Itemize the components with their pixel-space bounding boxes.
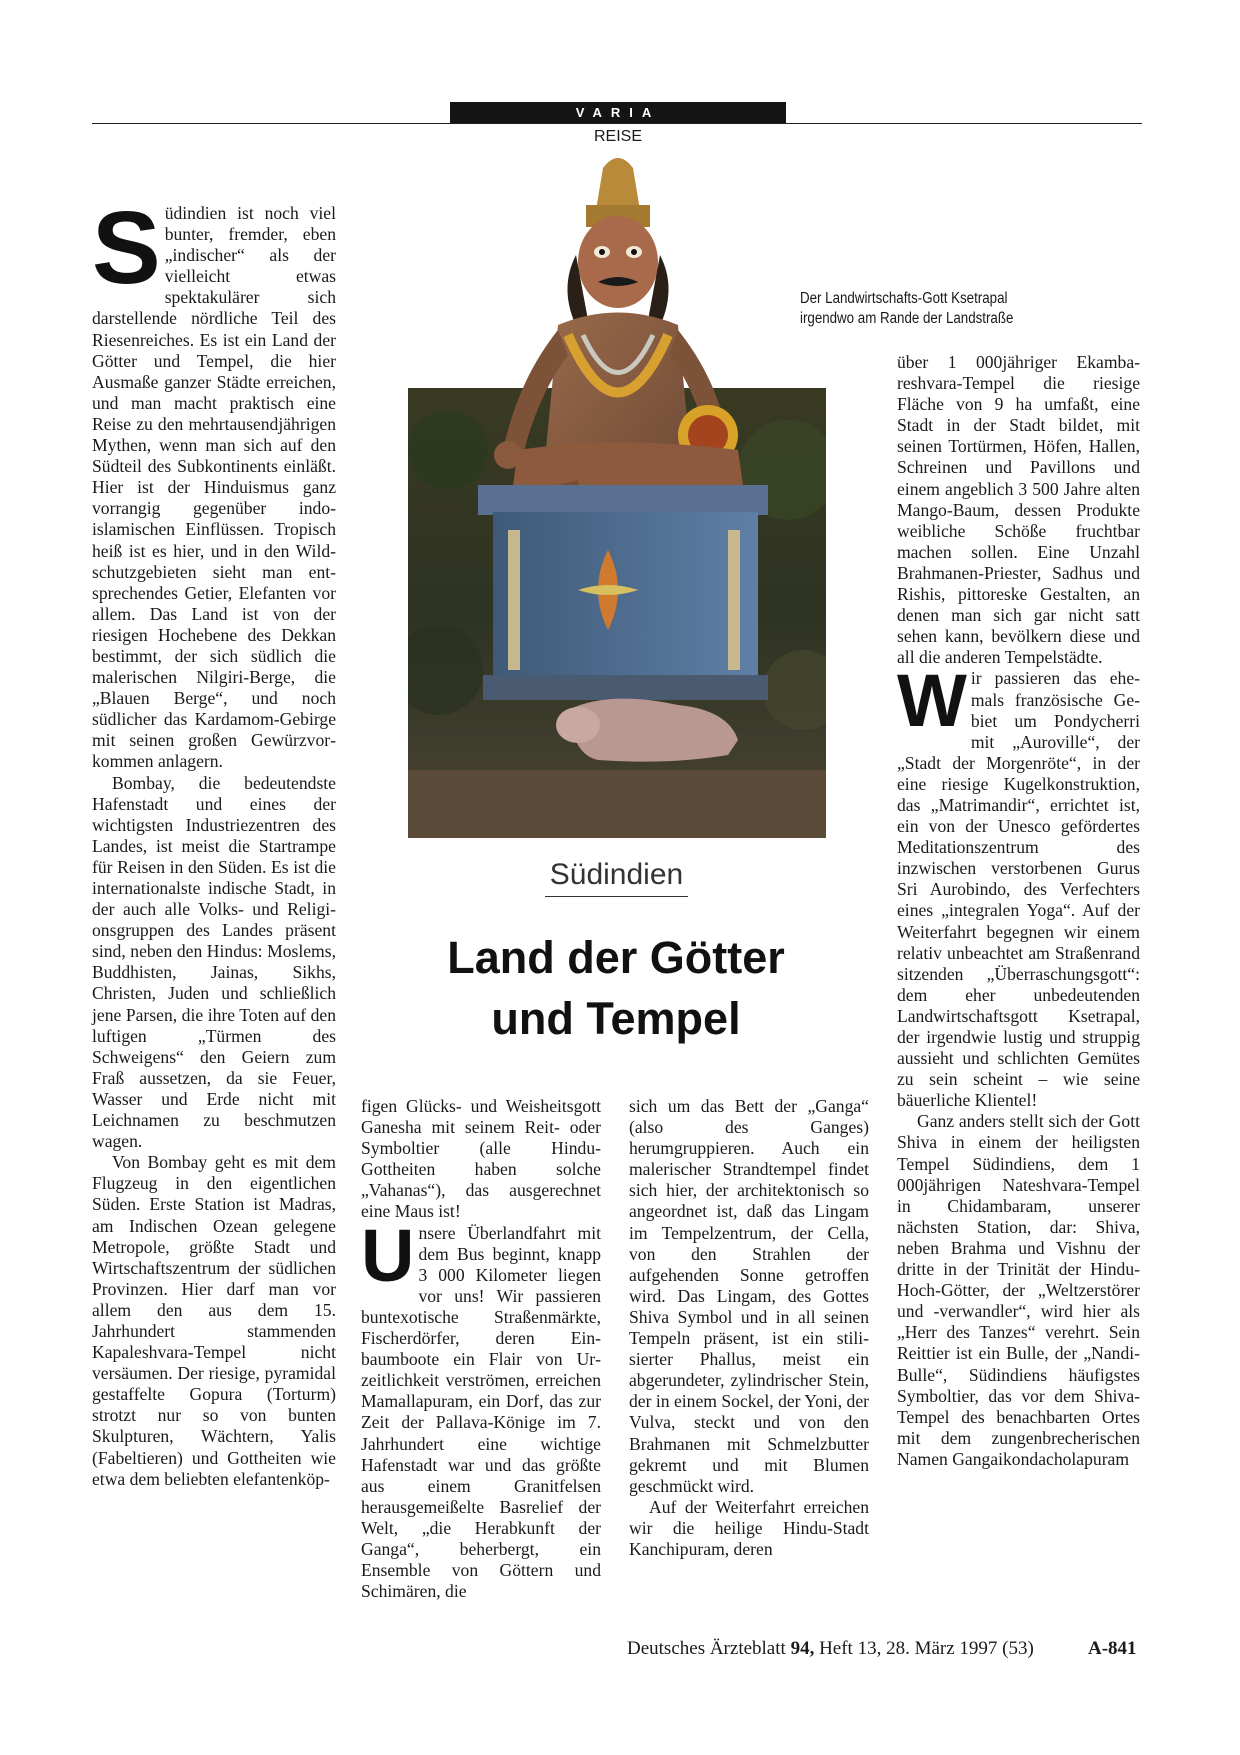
paragraph: über 1 000jähriger Ekambareshvara-Tempel die riesige Fläche von 9 ha umfaßt, eine Stadt in der Stadt bildet, mit seinen Tortürmen, Höfen, Hallen, Schreinen und Pavillons und einem angeblich 3 500 Jahre alten Mango-Baum, dessen Produkte weibliche Schöße fruchtbar machen sollen. Eine Unzahl Brahmanen-Priester, Sadhus und Rishis, pittoreske Gestalten, an denen man sich gar nicht satt sehen kann, bevölkern diese und all die anderen Tempelstädte. [897,352,1140,668]
paragraph-text: nsere Überlandfahrt mit dem Bus beginnt, knapp 3 000 Kilometer liegen vor uns! Wir passieren buntexotische Straßenmärkte, Fischerdörfer, deren Einbaumboote ein Flair von Urzeitlichkeit verströmen, erreichen Mamallapuram, ein Dorf, das zur Zeit der Pallava-Könige im 7. Jahrhundert eine wichtige Hafenstadt war und das größte aus einem Granitfelsen herausgemeißelte Basrelief der Welt, „die Herabkunft der Ganga“, beherbergt, ein Ensemble von Göttern und Schimären, die [361,1222,601,1602]
paragraph: Von Bombay geht es mit dem Flugzeug in den eigentlichen Süden. Erste Station ist Madras, am Indischen Ozean gelegene Metropole, größte Stadt und Wirtschaftszentrum der südlichen Provinzen. Hier darf man vor allem den aus dem 15. Jahrhundert stammenden Kapaleshvara-Tempel nicht versäumen. Der riesige, pyramidal gestaffelte Gopura (Torturm) strotzt nur so von bunten Skulpturen, Wächtern, Yalis (Fabeltieren) und Gottheiten wie etwa dem beliebten elefantenköp- [92,1152,336,1489]
drop-cap: S [92,190,161,305]
paragraph: Ganz anders stellt sich der Gott Shiva in einem der heiligsten Tempel Südindiens, dem 1 000jährigen Nateshvara-Tempel in Chidambaram, unserer nächsten Station, dar: Shiva, neben Brahma und Vishnu der dritte in der Trinität der Hindu-Hoch-Götter, der „Weltzerstörer und -verwandler“, wird hier als „Herr des Tanzes“ verehrt. Sein Reittier ist ein Bulle, der „Nandi-Bulle“, Südindiens häufigstes Symboltier, das vor dem Shiva-Tempel des benachbarten Ortes mit dem zungenbrecherischen Namen Gangaikondacholapuram [897,1111,1140,1469]
text-column-2 [361,1096,601,1602]
drop-cap: U [361,1213,415,1297]
photo-caption [800,289,1024,329]
article-subtitle: Südindien [545,858,688,897]
page-number: A-841 [1088,1638,1137,1659]
paragraph [361,1213,601,1603]
text-column-4 [897,352,1140,1470]
caption-line-1: Der Landwirtschafts-Gott Ksetrapal [800,290,1008,307]
text-column-1 [92,190,336,1490]
paragraph: sich um das Bett der „Ganga“ (also des Ganges) herumgruppieren. Auch ein malerischer Strandtempel findet sich hier, der architektonisch so angeordnet ist, daß das Lingam im Tempelzentrum, der Cella, von den Strahlen der aufgehenden Sonne getroffen wird. Das Lingam, des Gottes Shiva Symbol und in all seinen Tempeln präsent, ist ein stilisierter Phallus, meist ein abgerundeter, zylindrischer Stein, der in einem Sockel, der Yoni, der Vulva, steckt und von den Brahmanen mit Schmelzbutter gekremt und mit Blumen geschmückt wird. [629,1096,869,1496]
paragraph [92,190,336,773]
journal-name: Deutsches Ärzteblatt [627,1638,791,1659]
paragraph: Bombay, die bedeutendste Hafenstadt und eines der wichtigsten Industriezentren des Landes, ist meist die Startrampe für Reisen in den Süden. Es ist die internationalste indische Stadt, in der auch alle Volks- und Religionsgruppen des Landes präsent sind, neben den Hindus: Moslems, Buddhisten, Jainas, Sikhs, Christen, Juden und schließlich jene Parsen, die ihre Toten auf den luftigen „Türmen des Schweigens“ den Geiern zum Fraß aussetzen, da sie Feuer, Wasser und Erde nicht mit Leichnamen zu beschmutzen wagen. [92,772,336,1152]
paragraph: figen Glücks- und Weisheitsgott Ganesha mit seinem Reit- oder Symboltier (alle Hindu-Gottheiten haben solche „Vahanas“), das ausgerechnet eine Maus ist! [361,1096,601,1222]
drop-cap: W [897,659,967,743]
title-line-1: Land der Götter [447,932,785,983]
journal-volume: 94, [790,1638,815,1659]
paragraph-text: ir passieren das ehemals französische Gebiet um Pondycherri mit „Auroville“, der „Stadt der Morgenröte“, in der eine riesige Kugelkonstruktion, das „Matrimandir“, errichtet ist, ein von der Unesco gefördertes Meditationszentrum des inzwischen verstorbenen Gurus Sri Aurobindo, des Verfechters eines „integralen Yoga“. Auf der Weiterfahrt begegnen wir einem relativ unbeachtet am Straßenrand sitzenden „Überraschungsgott“: dem eher unbedeutenden Landwirtschaftsgott Ksetrapal, der irgendwie lustig und struppig aussieht und schlichten Gemütes zu sein scheint – wie seine bäuerliche Klientel! [897,668,1140,1111]
journal-citation [627,1638,1034,1660]
text-column-3 [629,1096,869,1560]
ksetrapal-statue-photo [408,150,826,838]
article-title [400,927,832,1049]
title-line-2: und Tempel [491,993,741,1044]
paragraph-text: üdindien ist noch viel bunter, fremder, eben „indischer“ als der vielleicht etwas spektakulärer sich darstellende nördliche Teil des Riesenreiches. Es ist ein Land der Götter und Tempel, die hier Ausmaße ganzer Städte erreichen, und man macht praktisch eine Reise zu den mehrtausendjährigen Mythen, wenn man sich auf den Südteil des Subkontinents einläßt. Hier ist der Hinduismus ganz vorrangig gegenüber indo-islamischen Einflüssen. Tropisch heiß ist es hier, und in den Wildschutzgebieten sieht man entsprechendes Getier, Elefanten vor allem. Das Land ist von der riesigen Hochebene des Dekkan bestimmt, der sich südlich die malerischen Nilgiri-Berge, die „Blauen Berge“, und noch südlicher das Kardamom-Gebirge mit seinen großen Gewürzvorkommen anlagern. [92,203,336,772]
subsection-label: REISE [593,128,642,145]
paragraph [897,659,1140,1111]
paragraph: Auf der Weiterfahrt erreichen wir die heilige Hindu-Stadt Kanchipuram, deren [629,1496,869,1559]
section-label: VARIA [450,102,786,123]
caption-line-2: irgendwo am Rande der Landstraße [800,310,1014,327]
header-rule [92,123,1142,124]
journal-issue: Heft 13, 28. März 1997 (53) [814,1638,1034,1659]
